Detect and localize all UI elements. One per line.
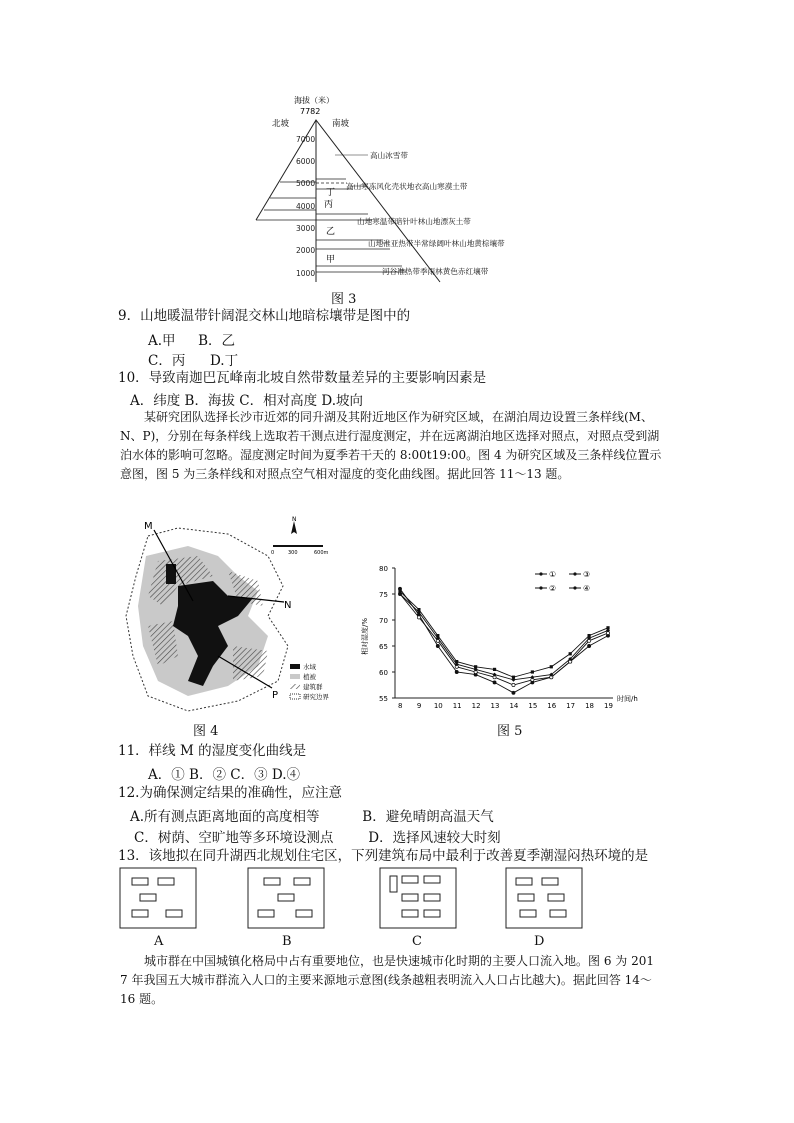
q9-option-a[interactable]: A.甲 — [148, 333, 176, 349]
north-arrow-icon — [291, 516, 297, 534]
series-2-point — [417, 616, 420, 619]
x-tick-label: 10 — [433, 702, 443, 710]
figure-4-study-area-map — [118, 516, 340, 716]
figure-4-caption: 图 4 — [193, 724, 219, 739]
figure-5-humidity-chart — [355, 556, 645, 716]
y-axis-label: 相对湿度/% — [361, 617, 369, 655]
svg-text:建筑群: 建筑群 — [303, 683, 323, 691]
series-line-4 — [400, 594, 608, 680]
y-tick-label: 70 — [379, 617, 388, 625]
x-tick-label: 12 — [471, 702, 481, 710]
x-tick-label: 16 — [547, 702, 557, 710]
series-1-point — [493, 681, 496, 684]
fig3-north-slope: 北坡 — [272, 119, 290, 129]
question-11-stem: 11．样线 M 的湿度变化曲线是 — [118, 743, 307, 759]
q9-option-b[interactable]: B．乙 — [198, 333, 236, 349]
svg-text:植被: 植被 — [303, 673, 316, 681]
question-11-options[interactable]: A．① B．② C．③ D.④ — [148, 767, 301, 783]
svg-text:N: N — [292, 516, 297, 523]
fig3-belt-4: 山地准亚热带半常绿阔叶林山地黄棕壤带 — [368, 239, 505, 248]
layout-label-c: C — [412, 934, 422, 949]
fig3-tick-1000: 1000 — [296, 269, 316, 278]
layout-label-d: D — [534, 934, 545, 949]
figure-5-caption: 图 5 — [497, 724, 523, 739]
svg-text:研究边界: 研究边界 — [303, 693, 329, 701]
legend-label-4: ④ — [583, 584, 591, 593]
fig3-tick-5000: 5000 — [296, 179, 316, 188]
question-10-options[interactable]: A．纬度 B．海拔 C．相对高度 D.坡向 — [130, 393, 364, 409]
series-1-point — [587, 644, 590, 647]
fig3-belt-5: 河谷准热带季雨林黄色赤红壤带 — [382, 267, 489, 276]
x-tick-label: 13 — [490, 702, 500, 710]
question-12-options-row2 — [134, 826, 501, 846]
question-10-stem: 10．导致南迦巴瓦峰南北坡自然带数量差异的主要影响因素是 — [118, 370, 487, 386]
layout-label-a: A — [154, 934, 164, 949]
q12-option-c[interactable]: C．树荫、空旷地等多环境设测点 — [134, 830, 334, 846]
q9-option-d[interactable]: D.丁 — [209, 353, 239, 369]
layout-c[interactable] — [380, 868, 456, 928]
label-p: P — [272, 690, 279, 701]
legend-label-1: ① — [549, 570, 557, 579]
fig3-peak-value: 7782 — [300, 107, 321, 116]
layout-a[interactable] — [120, 868, 196, 928]
fig3-zone-bing: 丙 — [324, 200, 334, 210]
fig3-tick-2000: 2000 — [296, 246, 316, 255]
x-tick-label: 17 — [566, 702, 576, 710]
x-tick-label: 19 — [604, 702, 613, 710]
q12-option-d[interactable]: D．选择风速较大时刻 — [368, 830, 501, 846]
x-tick-label: 18 — [585, 702, 595, 710]
x-tick-label: 9 — [416, 702, 422, 710]
series-1-point — [436, 644, 439, 647]
question-12-stem: 12.为确保测定结果的准确性，应注意 — [118, 785, 342, 801]
q9-option-c[interactable]: C．丙 — [148, 353, 186, 369]
fig3-zone-ding: 丁 — [326, 188, 336, 198]
series-3-point — [569, 652, 572, 655]
q12-option-a[interactable]: A.所有测点距离地面的高度相等 — [130, 809, 320, 825]
svg-text:水域: 水域 — [303, 663, 316, 671]
fig3-belt-3: 山地寒温带暗针叶林山地漂灰土带 — [357, 217, 471, 226]
legend-marker-2 — [539, 586, 542, 589]
x-tick-label: 11 — [452, 702, 462, 710]
question-9-options-row1 — [148, 329, 235, 349]
series-1-point — [512, 691, 515, 694]
fig3-zone-yi: 乙 — [326, 227, 336, 237]
intro-paragraph-11-13: 某研究团队选择长沙市近郊的同升湖及其附近地区作为研究区域，在湖泊周边设置三条样线(M、N、P)，分别在每条样线上选取若干测点进行湿度测定，并在远离湖泊地区选择对照点，对照点受到湖泊水体的影响可忽略。湿度测定时间为夏季若干天的 8:00t19:00。图 4 为研究区域及三条样线位置示意图，图 5 为三条样线和对照点空气相对湿度的变化曲线图。据此回答 11～13 题。 — [120, 410, 662, 481]
layout-d[interactable] — [506, 868, 582, 928]
q12-option-b[interactable]: B．避免晴朗高温天气 — [362, 809, 494, 825]
series-1-point — [455, 670, 458, 673]
fig3-tick-7000: 7000 — [296, 135, 316, 144]
series-line-2 — [400, 594, 608, 685]
y-tick-label: 75 — [379, 591, 388, 599]
fig3-belt-2: 高山寒冻风化壳状地衣高山寒漠土带 — [346, 182, 468, 191]
map-legend — [290, 662, 330, 701]
legend-label-2: ② — [549, 584, 557, 593]
fig3-tick-6000: 6000 — [296, 157, 316, 166]
question-13-stem: 13．该地拟在同升湖西北规划住宅区，下列建筑布局中最利于改善夏季潮湿闷热环境的是 — [118, 848, 649, 864]
fig3-tick-4000: 4000 — [296, 202, 316, 211]
legend-marker-3 — [573, 572, 576, 575]
series-3-point — [550, 665, 553, 668]
y-tick-label: 55 — [379, 695, 388, 703]
scale-bar — [271, 546, 329, 556]
question-12-options-row1 — [130, 805, 494, 825]
y-tick-label: 80 — [379, 565, 388, 573]
y-tick-label: 65 — [379, 643, 388, 651]
layout-b[interactable] — [248, 868, 324, 928]
question-9-stem: 9．山地暖温带针阔混交林山地暗棕壤带是图中的 — [118, 308, 411, 324]
question-13-layouts — [118, 866, 588, 932]
series-3-point — [531, 670, 534, 673]
svg-text:600m: 600m — [314, 550, 329, 556]
svg-text:300: 300 — [288, 550, 298, 556]
legend-marker-1 — [539, 572, 542, 575]
svg-text:0: 0 — [271, 550, 275, 556]
question-9-options-row2 — [148, 349, 238, 369]
figure-3-caption: 图 3 — [331, 292, 357, 307]
x-tick-label: 15 — [528, 702, 538, 710]
series-3-point — [493, 668, 496, 671]
x-tick-label: 8 — [398, 702, 403, 710]
fig3-axis-title: 海拔（米） — [294, 96, 334, 105]
fig3-south-slope: 南坡 — [332, 119, 350, 129]
x-axis-label: 时间/h — [617, 695, 638, 703]
x-tick-label: 14 — [509, 702, 519, 710]
legend-marker-4 — [573, 586, 576, 589]
intro-paragraph-14-16: 城市群在中国城镇化格局中占有重要地位，也是快速城市化时期的主要人口流入地。图 6 为 201 7 年我国五大城市群流入人口的主要来源地示意图(线条越粗表明流入人口占比越大)。据此回答 14～16 题。 — [120, 954, 654, 1006]
figure-3-altitude-zones — [250, 92, 540, 284]
legend-label-3: ③ — [583, 570, 591, 579]
layout-label-b: B — [282, 934, 292, 949]
fig3-tick-3000: 3000 — [296, 224, 316, 233]
series-2-point — [512, 683, 515, 686]
label-m: M — [144, 521, 153, 532]
fig3-zone-jia: 甲 — [326, 255, 336, 265]
y-tick-label: 60 — [379, 669, 388, 677]
label-n: N — [284, 600, 292, 611]
fig3-belt-1: 高山冰雪带 — [370, 151, 408, 160]
